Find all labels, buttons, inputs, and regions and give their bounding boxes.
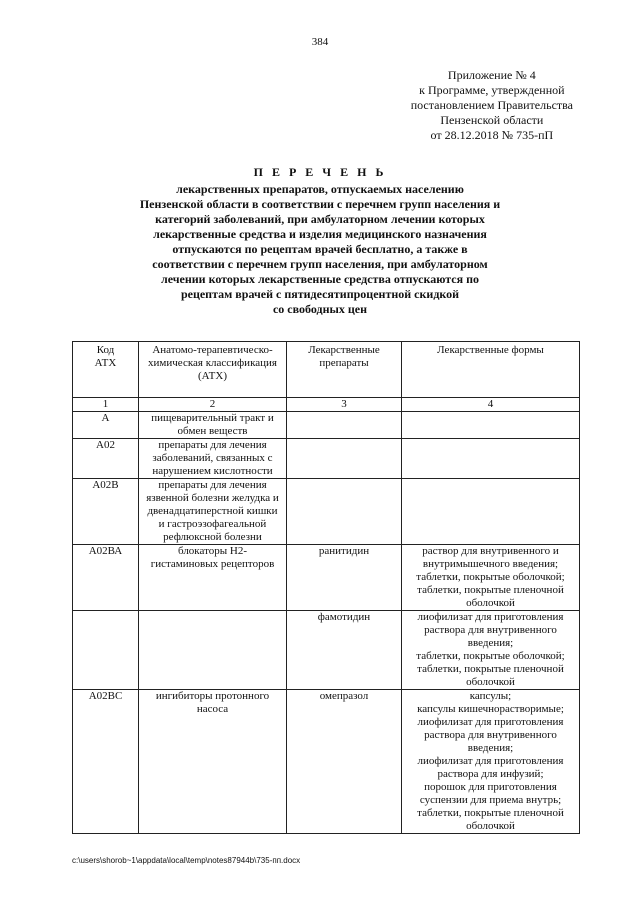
atc-class-cell: пищеварительный тракт и обмен веществ (139, 412, 287, 439)
heading-line: соответствии с перечнем групп населения, при амбулаторном (152, 257, 488, 271)
table-header-row (73, 342, 580, 398)
atc-code-cell: А02В (73, 479, 139, 545)
drug-name-cell (287, 439, 402, 479)
appendix-line: от 28.12.2018 № 735-пП (430, 128, 554, 142)
dosage-forms-cell (402, 439, 580, 479)
page-number: 384 (311, 36, 329, 48)
heading-line: рецептам врачей с пятидесятипроцентной скидкой (180, 287, 460, 301)
drug-list-table (72, 341, 580, 834)
table-row (73, 412, 580, 439)
drug-name-cell: омепразол (287, 690, 402, 834)
drug-name-cell: фамотидин (287, 611, 402, 690)
dosage-forms-cell (402, 412, 580, 439)
appendix-line: к Программе, утвержденной (419, 83, 565, 97)
document-title: П Е Р Е Ч Е Н Ь (253, 165, 387, 179)
table-row (73, 479, 580, 545)
appendix-line: постановлением Правительства (410, 98, 573, 112)
appendix-block (411, 68, 573, 143)
atc-code-cell: А02 (73, 439, 139, 479)
header-atc-classification: Анатомо-терапевтическо- химическая классификация (АТХ) (139, 342, 287, 398)
heading-line: со свободных цен (272, 302, 368, 316)
drug-name-cell: ранитидин (287, 545, 402, 611)
header-dosage-forms: Лекарственные формы (402, 342, 580, 398)
dosage-forms-cell: капсулы; капсулы кишечнорастворимые; лиофилизат для приготовления раствора для внутривенного введения; лиофилизат для приготовления раствора для инфузий; порошок для приготовления суспензии для приема внутрь; таблетки, покрытые пленочной оболочкой (402, 690, 580, 834)
heading-line: Пензенской области в соответствии с перечнем групп населения и (139, 197, 501, 211)
column-number-row (73, 398, 580, 412)
atc-code-cell: А (73, 412, 139, 439)
heading-line: категорий заболеваний, при амбулаторном лечении которых (155, 212, 485, 226)
atc-code-cell: А02ВА (73, 545, 139, 611)
dosage-forms-cell (402, 479, 580, 545)
column-number: 1 (73, 398, 139, 412)
atc-code-cell (73, 611, 139, 690)
atc-class-cell (139, 611, 287, 690)
table-row (73, 690, 580, 834)
heading-line: отпускаются по рецептам врачей бесплатно, а также в (172, 242, 468, 256)
column-number: 4 (402, 398, 580, 412)
column-number: 3 (287, 398, 402, 412)
drug-name-cell (287, 479, 402, 545)
appendix-line: Пензенской области (440, 113, 544, 127)
heading-line: лекарственных препаратов, отпускаемых населению (176, 182, 464, 196)
atc-class-cell: препараты для лечения язвенной болезни желудка и двенадцатиперстной кишки и гастроэзофагеальной рефлюксной болезни (139, 479, 287, 545)
atc-class-cell: блокаторы Н2- гистаминовых рецепторов (139, 545, 287, 611)
atc-class-cell: препараты для лечения заболеваний, связанных с нарушением кислотности (139, 439, 287, 479)
file-path-footer: c:\users\shorob~1\appdata\local\temp\notes87944b\735-пп.docx (72, 856, 301, 865)
table-row (73, 545, 580, 611)
atc-code-cell: А02ВС (73, 690, 139, 834)
dosage-forms-cell: раствор для внутривенного и внутримышечного введения; таблетки, покрытые оболочкой; таблетки, покрытые пленочной оболочкой (402, 545, 580, 611)
heading-line: лекарственные средства и изделия медицинского назначения (153, 227, 487, 241)
heading-line: лечении которых лекарственные средства отпускаются по (160, 272, 480, 286)
drug-name-cell (287, 412, 402, 439)
atc-class-cell: ингибиторы протонного насоса (139, 690, 287, 834)
appendix-line: Приложение № 4 (447, 68, 536, 82)
table-row (73, 439, 580, 479)
table-body (73, 412, 580, 834)
header-drugs: Лекарственные препараты (287, 342, 402, 398)
header-atc-code: Код АТХ (73, 342, 139, 398)
column-number: 2 (139, 398, 287, 412)
table-row (73, 611, 580, 690)
dosage-forms-cell: лиофилизат для приготовления раствора для внутривенного введения; таблетки, покрытые оболочкой; таблетки, покрытые пленочной оболочкой (402, 611, 580, 690)
document-heading (0, 165, 640, 317)
